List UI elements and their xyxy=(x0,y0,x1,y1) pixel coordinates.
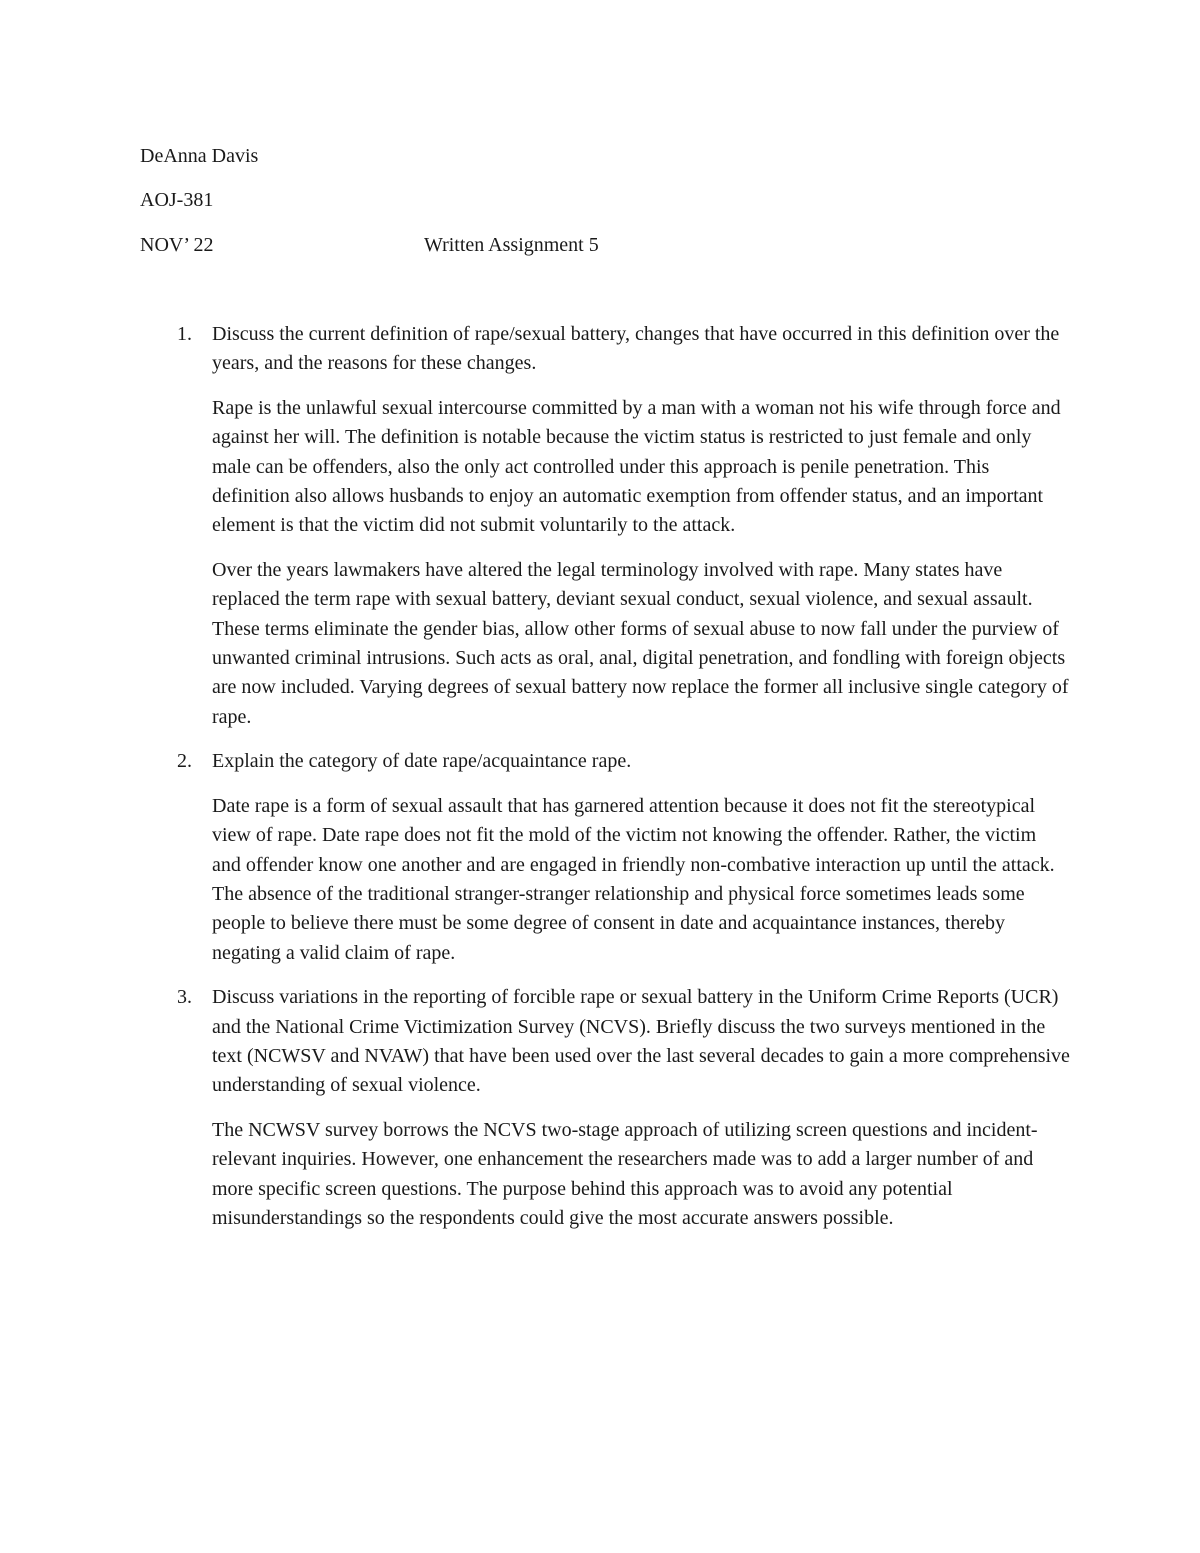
question-prompt: Explain the category of date rape/acquaintance rape. xyxy=(212,750,632,773)
answer-paragraph: Over the years lawmakers have altered the legal terminology involved with rape. Many states have replaced the term rape with sexual battery, deviant sexual conduct, sexual violence, and sexual assault. These terms eliminate the gender bias, allow other forms of sexual abuse to now fall under the purview of unwanted criminal intrusions. Such acts as oral, anal, digital penetration, and fondling with foreign objects are now included. Varying degrees of sexual battery now replace the former all inclusive single category of rape. xyxy=(212,558,1069,728)
question-list xyxy=(140,320,1070,1233)
answer-paragraph: The NCWSV survey borrows the NCVS two-stage approach of utilizing screen questions and incident-relevant inquiries. However, one enhancement the researchers made was to add a larger number of and more specific screen questions. The purpose behind this approach was to avoid any potential misunderstandings so the respondents could give the most accurate answers possible. xyxy=(212,1118,1038,1229)
question-item xyxy=(140,983,1070,1233)
question-number: 3. xyxy=(177,986,192,1009)
question-number: 2. xyxy=(177,750,192,773)
question-item xyxy=(140,320,1070,732)
author-name: DeAnna Davis xyxy=(140,145,259,167)
term-date: NOV’ 22 xyxy=(140,234,214,256)
assignment-title: Written Assignment 5 xyxy=(424,234,599,256)
question-number: 1. xyxy=(177,323,192,345)
answer-paragraph: Date rape is a form of sexual assault that has garnered attention because it does not fit the stereotypical view of rape. Date rape does not fit the mold of the victim not knowing the offender. Rather, the victim and offender know one another and are engaged in friendly non-combative interaction up until the attack. The absence of the traditional stranger-stranger relationship and physical force sometimes leads some people to believe there must be some degree of consent in date and acquaintance instances, thereby negating a valid claim of rape. xyxy=(212,794,1055,964)
question-item xyxy=(140,747,1070,968)
question-prompt: Discuss the current definition of rape/sexual battery, changes that have occurred in this definition over the years, and the reasons for these changes. xyxy=(212,323,1060,375)
question-prompt: Discuss variations in the reporting of forcible rape or sexual battery in the Uniform Crime Reports (UCR) and the National Crime Victimization Survey (NCVS). Briefly discuss the two surveys mentioned in the text (NCWSV and NVAW) that have been used over the last several decades to gain a more comprehensive understanding of sexual violence. xyxy=(212,986,1070,1097)
course-code: AOJ-381 xyxy=(140,189,214,211)
answer-paragraph: Rape is the unlawful sexual intercourse committed by a man with a woman not his wife through force and against her will. The definition is notable because the victim status is restricted to just female and only male can be offenders, also the only act controlled under this approach is penile penetration. This definition also allows husbands to enjoy an automatic exemption from offender status, and an important element is that the victim did not submit voluntarily to the attack. xyxy=(212,396,1061,537)
